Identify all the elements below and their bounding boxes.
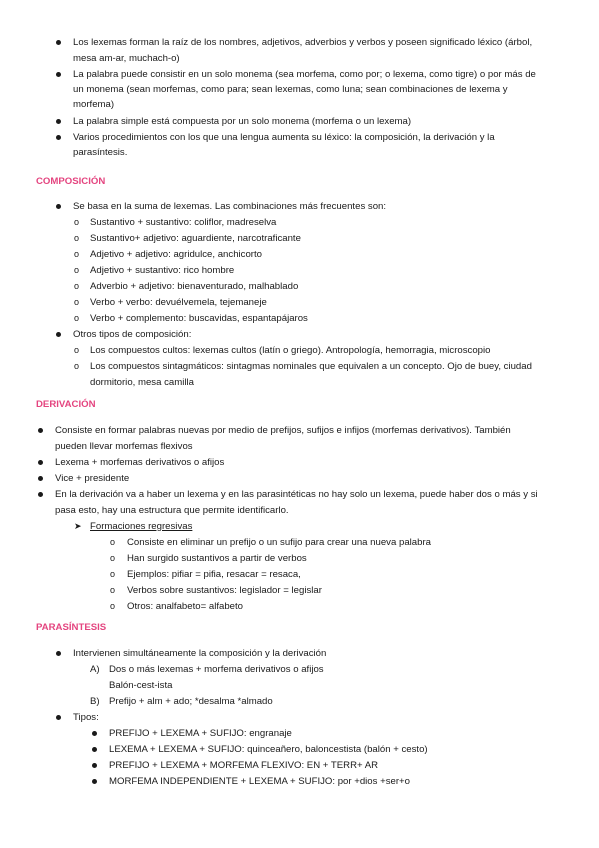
list-item bbox=[0, 35, 599, 67]
list-item bbox=[0, 774, 599, 790]
list-item bbox=[0, 311, 599, 327]
regresiva-item: Otros: analfabeto= alfabeto bbox=[127, 601, 244, 612]
combo-item: Adjetivo + adjetivo: agridulce, anchicorto bbox=[90, 249, 262, 260]
list-item bbox=[0, 710, 599, 726]
derivacion-line: Vice + presidente bbox=[55, 473, 130, 484]
regresiva-item: Ejemplos: pifiar = pifia, resacar = resaca, bbox=[127, 569, 301, 580]
tipos-label: Tipos: bbox=[73, 712, 99, 723]
circle-bullet-icon: o bbox=[110, 601, 116, 611]
regresiva-item: Consiste en eliminar un prefijo o un sufijo para crear una nueva palabra bbox=[127, 537, 431, 548]
bullet-marker bbox=[56, 67, 61, 82]
section-heading-derivacion: DERIVACIÓN bbox=[36, 399, 96, 410]
list-item bbox=[0, 599, 599, 615]
list-item bbox=[0, 263, 599, 279]
bullet-marker bbox=[56, 35, 61, 50]
circle-bullet-icon: o bbox=[110, 569, 116, 579]
bullet-marker bbox=[92, 742, 97, 757]
list-marker-b: B) bbox=[90, 696, 100, 707]
regresiva-item: Verbos sobre sustantivos: legislador = legislar bbox=[127, 585, 322, 596]
bullet-marker bbox=[38, 471, 43, 486]
list-marker-a: A) bbox=[90, 664, 100, 675]
list-item bbox=[0, 343, 599, 359]
combo-item: Adjetivo + sustantivo: rico hombre bbox=[90, 265, 235, 276]
circle-bullet-icon: o bbox=[74, 361, 80, 371]
parasintesis-a-example: Balón-cest-ista bbox=[109, 680, 173, 691]
bullet-marker bbox=[56, 327, 61, 342]
derivacion-line: Lexema + morfemas derivativos o afijos bbox=[55, 457, 225, 468]
regresiva-item: Han surgido sustantivos a partir de verbos bbox=[127, 553, 307, 564]
list-item bbox=[0, 359, 599, 391]
list-item bbox=[0, 519, 599, 535]
circle-bullet-icon: o bbox=[74, 297, 80, 307]
combo-item: Verbo + complemento: buscavidas, espantapájaros bbox=[90, 313, 308, 324]
intro-line: La palabra simple está compuesta por un solo monema (morfema o un lexema) bbox=[73, 116, 412, 127]
intro-line: parasíntesis. bbox=[73, 147, 128, 158]
combo-item: Adverbio + adjetivo: bienaventurado, malhablado bbox=[90, 281, 299, 292]
list-item bbox=[0, 295, 599, 311]
derivacion-line: Consiste en formar palabras nuevas por medio de prefijos, sufijos e infijos (morfemas derivativos). También bbox=[55, 425, 511, 436]
bullet-marker bbox=[38, 487, 43, 502]
circle-bullet-icon: o bbox=[74, 281, 80, 291]
circle-bullet-icon: o bbox=[74, 265, 80, 275]
intro-line: un monema (sean morfemas, como para; sean lexemas, como luna; sean combinaciones de lexema y bbox=[73, 84, 508, 95]
bullet-marker bbox=[38, 423, 43, 438]
list-item bbox=[0, 247, 599, 263]
derivacion-line: pueden llevar morfemas flexivos bbox=[55, 441, 193, 452]
parasintesis-list bbox=[0, 646, 599, 790]
bullet-marker bbox=[92, 774, 97, 789]
list-item bbox=[0, 758, 599, 774]
bullet-marker bbox=[56, 199, 61, 214]
tipo-item: PREFIJO + LEXEMA + SUFIJO: engranaje bbox=[109, 728, 292, 739]
circle-bullet-icon: o bbox=[110, 553, 116, 563]
composicion-list bbox=[0, 199, 599, 391]
circle-bullet-icon: o bbox=[74, 313, 80, 323]
bullet-marker bbox=[92, 758, 97, 773]
list-item bbox=[0, 215, 599, 231]
list-item bbox=[0, 742, 599, 758]
intro-line: morfema) bbox=[73, 99, 115, 110]
circle-bullet-icon: o bbox=[74, 249, 80, 259]
list-item bbox=[0, 279, 599, 295]
combo-item: Sustantivo + sustantivo: coliflor, madreselva bbox=[90, 217, 277, 228]
list-item bbox=[0, 130, 599, 160]
circle-bullet-icon: o bbox=[110, 585, 116, 595]
intro-line: Los lexemas forman la raíz de los nombres, adjetivos, adverbios y verbos y poseen significado léxico (árbol, bbox=[73, 37, 533, 48]
list-item bbox=[0, 231, 599, 247]
tipo-item: LEXEMA + LEXEMA + SUFIJO: quinceañero, baloncestista (balón + cesto) bbox=[109, 744, 428, 755]
list-item bbox=[0, 471, 599, 487]
section-heading-parasintesis: PARASÍNTESIS bbox=[36, 622, 107, 633]
circle-bullet-icon: o bbox=[110, 537, 116, 547]
intro-line: Varios procedimientos con los que una lengua aumenta su léxico: la composición, la derivación y la bbox=[73, 132, 495, 143]
parasintesis-a-text: Dos o más lexemas + morfema derivativos o afijos bbox=[109, 664, 324, 675]
circle-bullet-icon: o bbox=[74, 345, 80, 355]
list-item bbox=[0, 114, 599, 130]
parasintesis-b-text: Prefijo + alm + ado; *desalma *almado bbox=[109, 696, 273, 707]
bullet-marker bbox=[92, 726, 97, 741]
bullet-marker bbox=[56, 114, 61, 129]
derivacion-line: En la derivación va a haber un lexema y en las parasintéticas no hay solo un lexema, puede haber dos o más y si bbox=[55, 489, 538, 500]
circle-bullet-icon: o bbox=[74, 233, 80, 243]
intro-line: mesa am-ar, muchach-o) bbox=[73, 53, 180, 64]
list-item bbox=[0, 535, 599, 551]
derivacion-line: pasa esto, hay una estructura que permite identificarlo. bbox=[55, 505, 289, 516]
list-item bbox=[0, 662, 599, 678]
arrow-bullet-icon: ➤ bbox=[74, 521, 82, 531]
combo-item: Sustantivo+ adjetivo: aguardiente, narcotraficante bbox=[90, 233, 301, 244]
bullet-marker bbox=[38, 455, 43, 470]
list-item bbox=[0, 646, 599, 662]
list-item bbox=[0, 726, 599, 742]
section-heading-composicion: COMPOSICIÓN bbox=[36, 176, 106, 187]
bullet-marker bbox=[56, 130, 61, 145]
derivacion-list bbox=[0, 423, 599, 615]
list-item bbox=[0, 455, 599, 471]
otros-item: Los compuestos cultos: lexemas cultos (latín o griego). Antropología, hemorragia, microscopio bbox=[90, 345, 491, 356]
otros-label: Otros tipos de composición: bbox=[73, 329, 192, 340]
list-item bbox=[0, 487, 599, 519]
regresivas-label: Formaciones regresivas bbox=[90, 521, 193, 532]
tipo-item: PREFIJO + LEXEMA + MORFEMA FLEXIVO: EN + TERR+ AR bbox=[109, 760, 379, 771]
circle-bullet-icon: o bbox=[74, 217, 80, 227]
list-item bbox=[0, 327, 599, 343]
list-item bbox=[0, 567, 599, 583]
combo-item: Verbo + verbo: devuélvemela, tejemaneje bbox=[90, 297, 267, 308]
list-item bbox=[0, 199, 599, 215]
intro-list bbox=[0, 35, 599, 160]
list-item bbox=[0, 67, 599, 114]
intro-line: La palabra puede consistir en un solo monema (sea morfema, como por; o lexema, como tigre) o por más de bbox=[73, 69, 536, 80]
bullet-marker bbox=[56, 710, 61, 725]
list-item bbox=[0, 423, 599, 455]
list-item bbox=[0, 583, 599, 599]
list-item bbox=[0, 551, 599, 567]
list-item bbox=[0, 678, 599, 694]
otros-item: Los compuestos sintagmáticos: sintagmas nominales que equivalen a un concepto. Ojo de buey, ciudad bbox=[90, 361, 532, 372]
list-item bbox=[0, 694, 599, 710]
parasintesis-intro: Intervienen simultáneamente la composición y la derivación bbox=[73, 648, 327, 659]
tipo-item: MORFEMA INDEPENDIENTE + LEXEMA + SUFIJO: por +dios +ser+o bbox=[109, 776, 410, 787]
otros-item: dormitorio, mesa camilla bbox=[90, 377, 194, 388]
composicion-intro: Se basa en la suma de lexemas. Las combinaciones más frecuentes son: bbox=[73, 201, 387, 212]
bullet-marker bbox=[56, 646, 61, 661]
